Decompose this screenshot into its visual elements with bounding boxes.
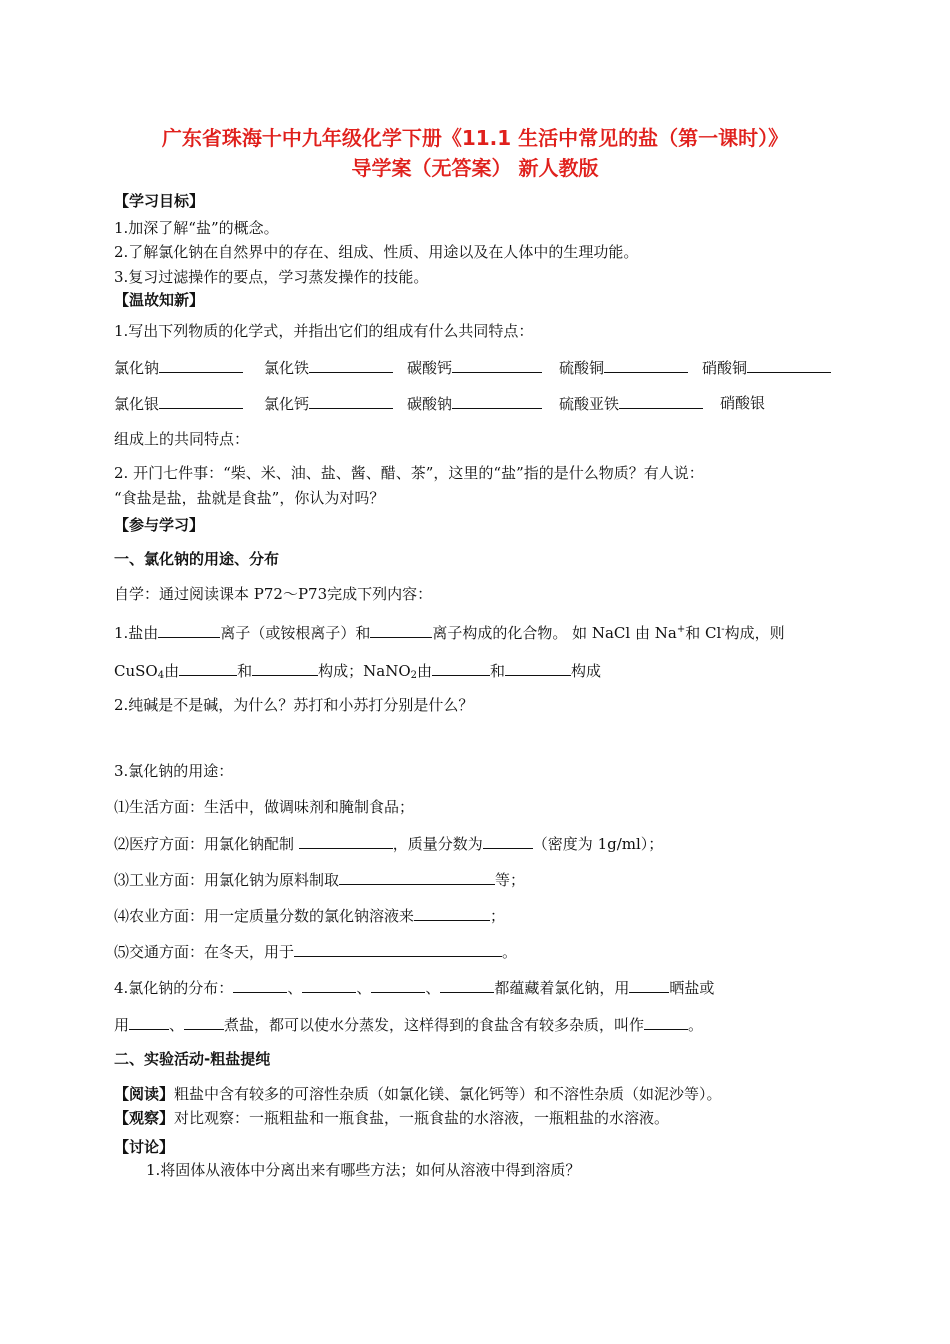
- text: ⑸交通方面：在冬天，用于: [114, 943, 295, 961]
- answer-blank[interactable]: [302, 976, 356, 993]
- compound-label: 氯化钙: [264, 395, 310, 413]
- answer-blank[interactable]: [747, 356, 831, 373]
- salt-question-3: 3.氯化钠的用途：: [114, 762, 234, 780]
- text: 构成；NaNO: [318, 662, 411, 680]
- discuss-label: 【讨论】: [114, 1138, 175, 1156]
- section-2-heading: 二、实验活动-粗盐提纯: [114, 1050, 271, 1068]
- use-medical: [114, 832, 663, 855]
- text: 。: [688, 1016, 704, 1034]
- use-life: ⑴生活方面：生活中，做调味剂和腌制食品；: [114, 798, 415, 816]
- section-1-heading: 一、氯化钠的用途、分布: [114, 550, 280, 568]
- answer-blank[interactable]: [179, 659, 237, 676]
- charge-sup: -: [721, 624, 725, 635]
- answer-blank[interactable]: [432, 659, 490, 676]
- text: ⑵医疗方面：用氯化钠配制: [114, 835, 299, 853]
- use-industry: [114, 868, 525, 891]
- compound-label: 硝酸铜: [702, 359, 748, 377]
- use-traffic: [114, 940, 517, 963]
- answer-blank[interactable]: [129, 1013, 169, 1030]
- distribution-question-cont: [114, 1013, 703, 1036]
- text: 对比观察：一瓶粗盐和一瓶食盐，一瓶食盐的水溶液，一瓶粗盐的水溶液。: [174, 1109, 670, 1127]
- compound-label: 碳酸钠: [407, 395, 453, 413]
- salt-question-1: [114, 619, 785, 644]
- text: 粗盐中含有较多的可溶性杂质（如氯化镁、氯化钙等）和不溶性杂质（如泥沙等）。: [174, 1085, 722, 1103]
- review-question-2: 2. 开门七件事：“柴、米、油、盐、酱、醋、茶”，这里的“盐”指的是什么物质？有人说：: [114, 464, 704, 482]
- answer-blank[interactable]: [158, 621, 220, 638]
- answer-blank[interactable]: [483, 832, 533, 849]
- text: 和: [237, 662, 253, 680]
- text: 用: [114, 1016, 130, 1034]
- subscript: 2: [410, 670, 417, 681]
- compound-label: 氯化钠: [114, 359, 160, 377]
- compound-label: 硫酸亚铁: [559, 395, 620, 413]
- text: 等；: [495, 871, 526, 889]
- answer-blank[interactable]: [371, 976, 425, 993]
- text: 煮盐，都可以使水分蒸发，这样得到的食盐含有较多杂质，叫作: [224, 1016, 645, 1034]
- review-question-2-cont: “食盐是盐，盐就是食盐”，你认为对吗？: [114, 489, 385, 507]
- answer-blank[interactable]: [370, 621, 432, 638]
- answer-blank[interactable]: [452, 356, 542, 373]
- answer-blank[interactable]: [339, 868, 495, 885]
- compound-label: 氯化铁: [264, 359, 310, 377]
- text: 构成，则: [724, 624, 785, 642]
- answer-blank[interactable]: [505, 659, 571, 676]
- objective-item: 1.加深了解“盐”的概念。: [114, 219, 279, 237]
- compound-label: 碳酸钙: [407, 359, 453, 377]
- read-label: 【阅读】: [114, 1085, 175, 1103]
- answer-blank[interactable]: [619, 392, 703, 409]
- compound-label: 硝酸银: [720, 394, 766, 412]
- text: ，质量分数为: [392, 835, 483, 853]
- charge-sup: +: [676, 624, 686, 635]
- answer-blank[interactable]: [159, 356, 243, 373]
- subscript: 4: [157, 670, 165, 681]
- objectives-heading: 【学习目标】: [114, 192, 205, 210]
- answer-blank[interactable]: [604, 356, 688, 373]
- participate-heading: 【参与学习】: [114, 516, 205, 534]
- review-heading: 【温故知新】: [114, 291, 205, 309]
- distribution-question: [114, 976, 714, 999]
- page-title-line2: 导学案（无答案） 新人教版: [351, 156, 599, 180]
- compound-label: 氯化银: [114, 395, 160, 413]
- compound-label: 硫酸铜: [559, 359, 605, 377]
- text: 、: [356, 979, 372, 997]
- observe-label: 【观察】: [114, 1109, 175, 1127]
- salt-question-2: 2.纯碱是不是碱，为什么？苏打和小苏打分别是什么？: [114, 696, 474, 714]
- answer-blank[interactable]: [644, 1013, 688, 1030]
- text: （密度为 1g/ml）；: [532, 835, 664, 853]
- objective-item: 3.复习过滤操作的要点，学习蒸发操作的技能。: [114, 268, 429, 286]
- answer-blank[interactable]: [184, 1013, 224, 1030]
- text: 由: [164, 662, 180, 680]
- text: 4.氯化钠的分布：: [114, 979, 234, 997]
- text: 、: [169, 1016, 185, 1034]
- text: 离子（或铵根离子）和: [220, 624, 371, 642]
- use-agriculture: [114, 904, 505, 927]
- answer-blank[interactable]: [452, 392, 542, 409]
- answer-blank[interactable]: [159, 392, 243, 409]
- text: 、: [425, 979, 441, 997]
- text: CuSO: [114, 662, 158, 680]
- answer-blank[interactable]: [233, 976, 287, 993]
- page-title-line1: 广东省珠海十中九年级化学下册《11.1 生活中常见的盐（第一课时）》: [161, 126, 789, 150]
- text: 都蕴藏着氯化钠，用: [494, 979, 630, 997]
- self-study-instruction: 自学：通过阅读课本 P72～P73完成下列内容：: [114, 585, 433, 603]
- text: 构成: [571, 662, 602, 680]
- answer-blank[interactable]: [414, 904, 490, 921]
- salt-question-1-cont: [114, 659, 601, 687]
- answer-blank[interactable]: [309, 356, 393, 373]
- answer-blank[interactable]: [309, 392, 393, 409]
- answer-blank[interactable]: [252, 659, 318, 676]
- answer-blank[interactable]: [294, 940, 502, 957]
- answer-blank[interactable]: [299, 832, 393, 849]
- text: 、: [287, 979, 303, 997]
- text: 1.盐由: [114, 624, 159, 642]
- read-paragraph: [114, 1083, 722, 1105]
- text: ；: [490, 907, 506, 925]
- text: 。: [502, 943, 518, 961]
- objective-item: 2.了解氯化钠在自然界中的存在、组成、性质、用途以及在人体中的生理功能。: [114, 243, 639, 261]
- text: 和: [490, 662, 506, 680]
- text: ⑶工业方面：用氯化钠为原料制取: [114, 871, 340, 889]
- text: 晒盐或: [669, 979, 715, 997]
- text: 离子构成的化合物。 如 NaCl 由 Na: [432, 624, 677, 642]
- text: 和 Cl: [685, 624, 722, 642]
- answer-blank[interactable]: [440, 976, 494, 993]
- answer-blank[interactable]: [629, 976, 669, 993]
- observe-paragraph: [114, 1107, 669, 1129]
- review-question-1: 1.写出下列物质的化学式，并指出它们的组成有什么共同特点：: [114, 322, 534, 340]
- discuss-question-1: 1.将固体从液体中分离出来有哪些方法；如何从溶液中得到溶质？: [146, 1161, 581, 1179]
- common-features-prompt: 组成上的共同特点：: [114, 430, 250, 448]
- text: ⑷农业方面：用一定质量分数的氯化钠溶液来: [114, 907, 415, 925]
- text: 由: [417, 662, 433, 680]
